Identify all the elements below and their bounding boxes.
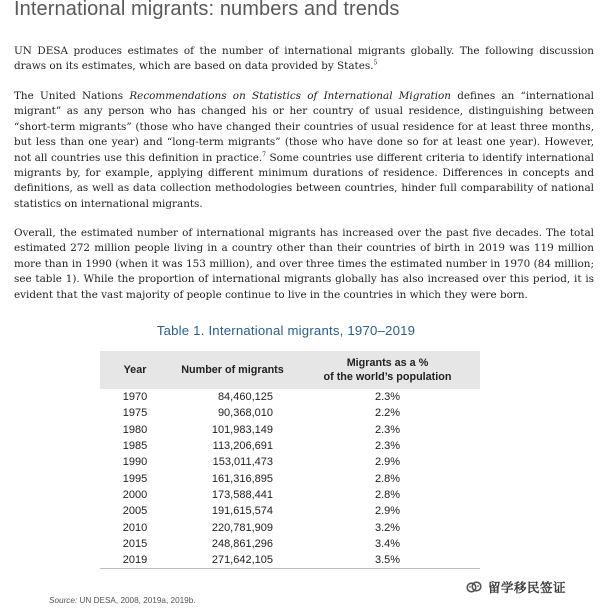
table-row (100, 454, 480, 470)
table-row (100, 503, 480, 519)
watermark (464, 575, 566, 599)
cell-year: 1990 (122, 456, 148, 469)
cell-year: 1985 (122, 440, 148, 453)
cell-percent: 2.2% (374, 407, 401, 420)
table-row (100, 405, 480, 421)
header-percent-line1: Migrants as a % (346, 357, 429, 369)
cell-number: 161,316,895 (211, 472, 273, 485)
header-year: Year (100, 351, 170, 389)
cell-number: 248,861,296 (211, 537, 273, 550)
header-percent-line2: of the world’s population (323, 371, 452, 383)
paragraph-trends (14, 226, 594, 303)
paragraph-text: defines an “international migrant” as any person who has changed his or her country of usual residence, distinguishing between “short-term migrants” (those who have changed their countries of usual residence for at least three months, but less than one year) and “long-term migrants” (those who have done so for at least one year). However, not all countries use this definition in practice. (14, 90, 595, 164)
wechat-logo-icon (464, 577, 484, 597)
cell-percent: 2.8% (374, 488, 401, 501)
cell-number: 153,011,473 (212, 456, 273, 469)
cell-year: 1995 (122, 472, 148, 485)
cell-year: 2019 (100, 552, 170, 569)
paragraph-definition (14, 89, 594, 212)
paragraph-undesa-estimates (14, 44, 594, 75)
source-label: Source: (49, 596, 78, 605)
table-row (100, 438, 480, 454)
table-title: Table 1. International migrants, 1970–2019 (156, 323, 416, 338)
cell-percent: 3.4% (374, 537, 401, 550)
cell-number: 90,368,010 (217, 407, 273, 420)
cell-percent: 2.9% (374, 505, 401, 518)
paragraph-text: The United Nations (14, 90, 130, 102)
publication-title: Recommendations on Statistics of International Migration (129, 90, 451, 102)
cell-number: 173,588,441 (211, 488, 273, 501)
migrants-table-container (100, 351, 480, 569)
cell-year: 2010 (122, 521, 148, 534)
paragraph-text: UN DESA produces estimates of the number of international migrants globally. The following discussion draws on its estimates, which are based on data provided by States. (14, 45, 594, 73)
cell-year: 1970 (122, 391, 148, 404)
cell-year: 2015 (122, 537, 148, 550)
table-row (100, 389, 480, 405)
header-number: Number of migrants (170, 351, 295, 389)
cell-year: 2005 (122, 505, 148, 518)
table-source (49, 596, 196, 605)
paragraph-text: Some countries use different criteria to identify international migrants by, for example, applying different minimum durations of residence. Differences in concepts and definitions, as well as data collection methodologies between countries, hinder full comparability of national statistics on international migrants. (14, 151, 594, 210)
cell-percent: 2.3% (374, 440, 401, 453)
cell-percent: 2.9% (374, 456, 401, 469)
footnote-marker: 5 (373, 59, 378, 67)
cell-number: 220,781,909 (211, 521, 273, 534)
cell-year: 2000 (122, 488, 148, 501)
migrants-table (100, 351, 480, 569)
cell-percent: 3.2% (374, 521, 401, 534)
table-row (100, 536, 480, 552)
cell-number: 84,460,125 (217, 391, 273, 404)
section-heading: International migrants: numbers and trends (14, 0, 400, 20)
source-text: UN DESA, 2008, 2019a, 2019b. (77, 596, 196, 605)
cell-number: 271,642,105 (170, 552, 295, 569)
table-row (100, 519, 480, 535)
cell-year: 1980 (122, 423, 148, 436)
footnote-marker: 7 (262, 151, 266, 159)
cell-percent: 2.3% (374, 391, 401, 404)
table-header-row (100, 351, 480, 389)
header-percent (295, 351, 480, 389)
cell-percent: 3.5% (295, 552, 480, 569)
cell-percent: 2.8% (374, 472, 401, 485)
table-header (100, 351, 480, 389)
cell-year: 1975 (122, 407, 148, 420)
table-row (100, 487, 480, 503)
table-body (100, 389, 480, 569)
table-row (100, 422, 480, 438)
cell-number: 113,206,691 (212, 440, 273, 453)
table-row (100, 552, 480, 569)
cell-number: 101,983,149 (211, 423, 273, 436)
table-row (100, 470, 480, 486)
paragraph-text: Overall, the estimated number of international migrants has increased over the past five decades. The total estimated 272 million people living in a country other than their countries of birth in 2019 was 119 million more than in 1990 (when it was 153 million), and over three times the estimated number in 1970 (84 million; see table 1). While the proportion of international migrants globally has also increased over this period, it is evident that the vast majority of people continue to live in the countries in which they were born. (14, 227, 594, 301)
cell-number: 191,615,574 (211, 505, 273, 518)
cell-percent: 2.3% (374, 423, 401, 436)
watermark-text: 留学移民签证 (488, 580, 567, 595)
